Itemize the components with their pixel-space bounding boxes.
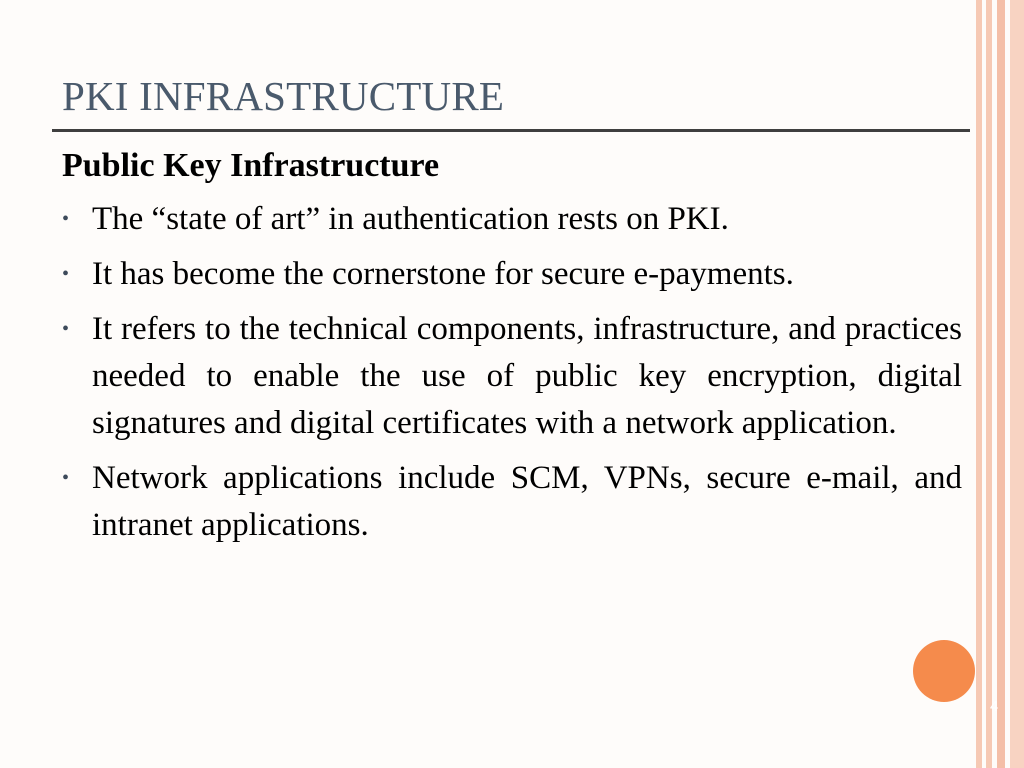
bullet-icon: • (62, 467, 70, 489)
bullet-item (62, 455, 962, 549)
bullet-text: It refers to the technical components, infrastructure, and practices needed to enable the use of public key encryption, digital signatures and digital certificates with a network application. (92, 311, 962, 441)
page-number: 4 (990, 698, 999, 715)
bullet-text: It has become the cornerstone for secure e-payments. (92, 256, 794, 292)
bullet-icon: • (62, 208, 70, 230)
bullet-icon: • (62, 318, 70, 340)
bullet-item (62, 196, 962, 243)
decorative-stripe (986, 0, 992, 768)
decorative-stripe (997, 0, 1005, 768)
bullet-text: The “state of art” in authentication rests on PKI. (92, 201, 729, 237)
bullet-item (62, 251, 962, 298)
slide-title: PKI INFRASTRUCTURE (62, 73, 505, 119)
bullet-item (62, 306, 962, 447)
bullet-icon: • (62, 263, 70, 285)
subheading: Public Key Infrastructure (62, 147, 440, 184)
slide-body (62, 144, 962, 557)
bullet-list (62, 196, 962, 549)
title-underline (52, 129, 970, 132)
decorative-stripe (1010, 0, 1024, 768)
bullet-text: Network applications include SCM, VPNs, secure e-mail, and intranet applications. (92, 460, 962, 543)
decorative-stripe (976, 0, 982, 768)
decorative-circle (913, 640, 975, 702)
